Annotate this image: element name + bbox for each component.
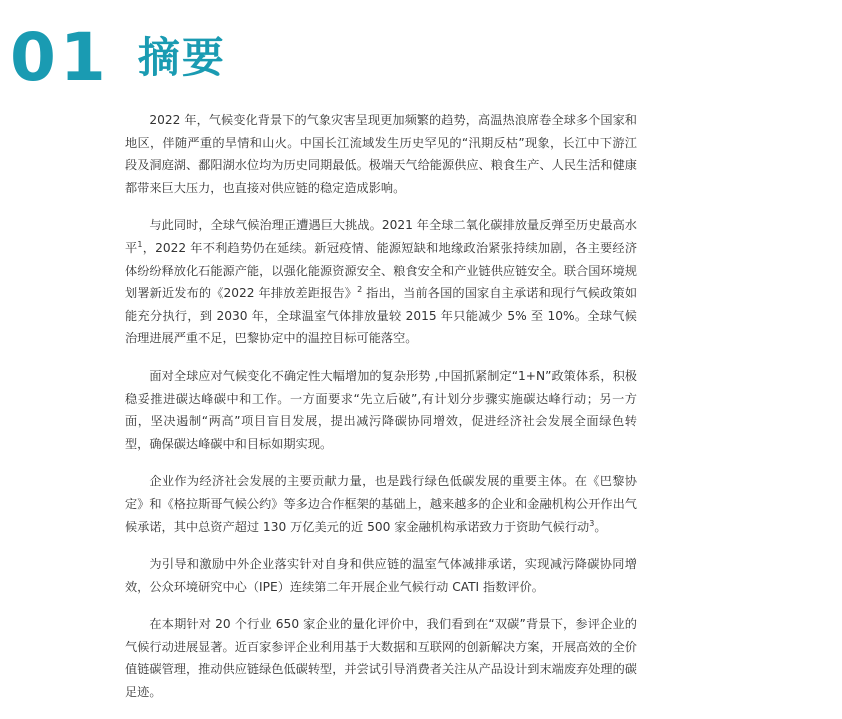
section-number: 01 — [10, 19, 110, 96]
paragraph-text: 。 — [594, 519, 607, 534]
section-header — [10, 18, 226, 98]
paragraph-2 — [125, 214, 637, 350]
paragraph-text: 在本期针对 20 个行业 650 家企业的量化评价中，我们看到在“双碳”背景下，参评企业的气候行动进展显著。近百家参评企业利用基于大数据和互联网的创新解决方案，开展高效的全价值链碳管理，推动供应链绿色低碳转型，并尝试引导消费者关注从产品设计到末端废弃处理的碳足迹。 — [125, 617, 637, 700]
abstract-body — [125, 109, 637, 719]
paragraph-6 — [125, 613, 637, 703]
paragraph-text: 与此同时，全球气候治理正遭遇巨大挑战。2021 年全球二氧化碳排放量反弹至历史最高水平 — [125, 218, 637, 255]
paragraph-3 — [125, 365, 637, 455]
footnote-ref: 1 — [137, 239, 143, 249]
paragraph-text: 指出，当前各国的国家自主承诺和现行气候政策如能充分执行，到 2030 年，全球温室气体排放量较 2015 年只能减少 5% 至 10%。全球气候治理进展严重不足，巴黎协定中的温控目标可能落空。 — [125, 286, 637, 346]
paragraph-5 — [125, 553, 637, 598]
paragraph-4 — [125, 470, 637, 538]
footnote-ref: 3 — [589, 518, 595, 528]
paragraph-1 — [125, 109, 637, 199]
paragraph-text: 面对全球应对气候变化不确定性大幅增加的复杂形势 ,中国抓紧制定“1+N”政策体系，积极稳妥推进碳达峰碳中和工作。一方面要求“先立后破”,有计划分步骤实施碳达峰行动；另一方面，坚决遏制“两高”项目盲目发展，提出减污降碳协同增效，促进经济社会发展全面绿色转型，确保碳达峰碳中和目标如期实现。 — [125, 368, 637, 451]
paragraph-text: 为引导和激励中外企业落实针对自身和供应链的温室气体减排承诺，实现减污降碳协同增效，公众环境研究中心（IPE）连续第二年开展企业气候行动 CATI 指数评价。 — [125, 557, 637, 594]
paragraph-text: 2022 年，气候变化背景下的气象灾害呈现更加频繁的趋势，高温热浪席卷全球多个国家和地区，伴随严重的旱情和山火。中国长江流域发生历史罕见的“汛期反枯”现象，长江中下游江段及洞庭湖、鄱阳湖水位均为历史同期最低。极端天气给能源供应、粮食生产、人民生活和健康都带来巨大压力，也直接对供应链的稳定造成影响。 — [125, 113, 637, 195]
footnote-ref: 2 — [357, 285, 363, 295]
paragraph-text: 企业作为经济社会发展的主要贡献力量，也是践行绿色低碳发展的重要主体。在《巴黎协定》和《格拉斯哥气候公约》等多边合作框架的基础上，越来越多的企业和金融机构公开作出气候承诺，其中总资产超过 130 万亿美元的近 500 家金融机构承诺致力于资助气候行动 — [125, 474, 637, 534]
section-title: 摘要 — [137, 33, 226, 82]
paragraph-text: ，2022 年不利趋势仍在延续。新冠疫情、能源短缺和地缘政治紧张持续加剧，各主要经济体纷纷释放化石能源产能，以强化能源资源安全、粮食安全和产业链供应链安全。联合国环境规划署新近发布的《2022 年排放差距报告》 — [125, 240, 638, 301]
